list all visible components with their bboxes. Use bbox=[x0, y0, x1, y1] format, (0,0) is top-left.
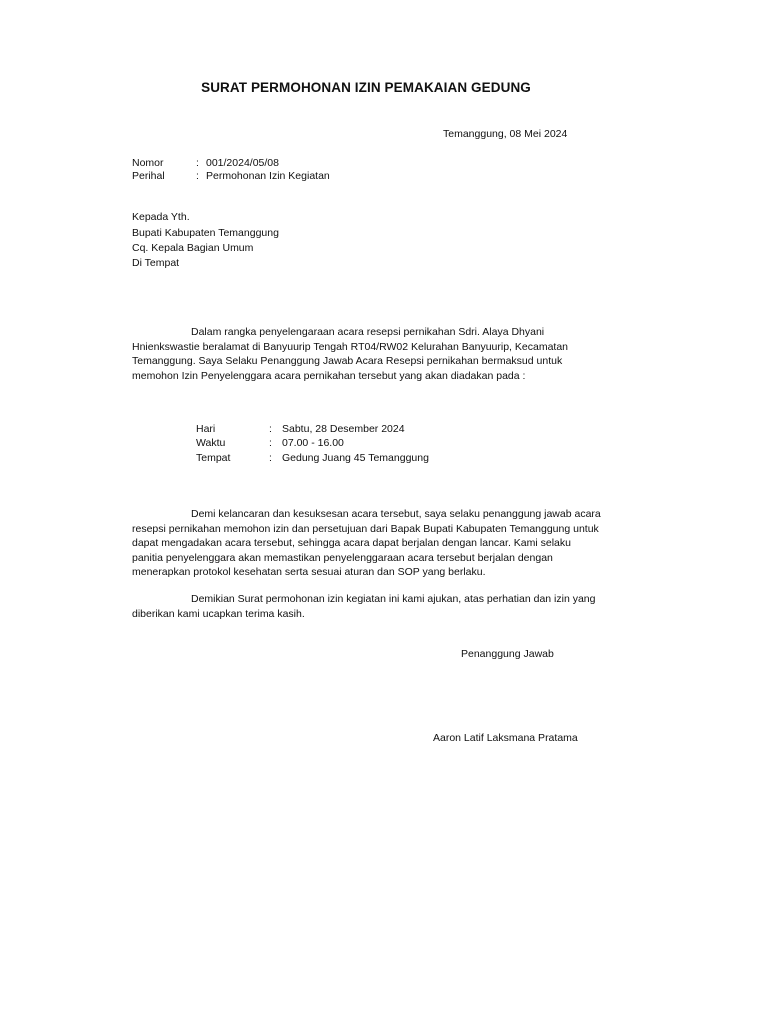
meta-row-nomor bbox=[132, 157, 432, 171]
recipient-greeting: Kepada Yth. bbox=[132, 211, 190, 223]
recipient-line: Bupati Kabupaten Temanggung bbox=[132, 227, 279, 239]
recipient-line: Cq. Kepala Bagian Umum bbox=[132, 242, 254, 254]
detail-colon: : bbox=[269, 423, 272, 435]
place-date: Temanggung, 08 Mei 2024 bbox=[443, 128, 568, 140]
meta-value: 001/2024/05/08 bbox=[206, 157, 279, 169]
detail-row-waktu bbox=[196, 437, 496, 451]
detail-colon: : bbox=[269, 452, 272, 464]
signature-role: Penanggung Jawab bbox=[461, 648, 554, 660]
meta-label: Nomor bbox=[132, 157, 164, 169]
detail-value: 07.00 - 16.00 bbox=[282, 437, 344, 449]
signature-name: Aaron Latif Laksmana Pratama bbox=[433, 732, 578, 744]
meta-value: Permohonan Izin Kegiatan bbox=[206, 170, 330, 182]
detail-label: Tempat bbox=[196, 452, 231, 464]
detail-row-tempat bbox=[196, 452, 496, 466]
meta-colon: : bbox=[196, 170, 199, 182]
detail-row-hari bbox=[196, 423, 496, 437]
body-paragraph-2: Demi kelancaran dan kesuksesan acara tersebut, saya selaku penanggung jawab acara resepsi pernikahan memohon izin dan persetujuan dari Bapak Bupati Kabupaten Temanggung untuk dapat mengadakan acara tersebut, sehingga acara dapat berjalan dengan lancar. Kami selaku panitia penyelenggara akan memastikan penyelenggaraan acara tersebut berjalan dengan menerapkan protokol kesehatan serta sesuai aturan dan SOP yang berlaku. bbox=[132, 508, 601, 578]
detail-value: Sabtu, 28 Desember 2024 bbox=[282, 423, 405, 435]
meta-label: Perihal bbox=[132, 170, 165, 182]
detail-label: Hari bbox=[196, 423, 216, 435]
detail-colon: : bbox=[269, 437, 272, 449]
body-paragraph-1: Dalam rangka penyelengaraan acara resepsi pernikahan Sdri. Alaya Dhyani Hnienkswastie beralamat di Banyuurip Tengah RT04/RW02 Kelurahan Banyuurip, Kecamatan Temanggung. Saya Selaku Penanggung Jawab Acara Resepsi pernikahan bermaksud untuk memohon Izin Penyelenggara acara pernikahan tersebut yang akan diadakan pada : bbox=[132, 326, 569, 382]
letter-title: SURAT PERMOHONAN IZIN PEMAKAIAN GEDUNG bbox=[201, 80, 531, 95]
detail-label: Waktu bbox=[196, 437, 226, 449]
body-paragraph-3: Demikian Surat permohonan izin kegiatan ini kami ajukan, atas perhatian dan izin yang diberikan kami ucapkan terima kasih. bbox=[132, 593, 596, 620]
meta-colon: : bbox=[196, 157, 199, 169]
recipient-line: Di Tempat bbox=[132, 257, 180, 269]
meta-row-perihal bbox=[132, 170, 432, 184]
detail-value: Gedung Juang 45 Temanggung bbox=[282, 452, 429, 464]
